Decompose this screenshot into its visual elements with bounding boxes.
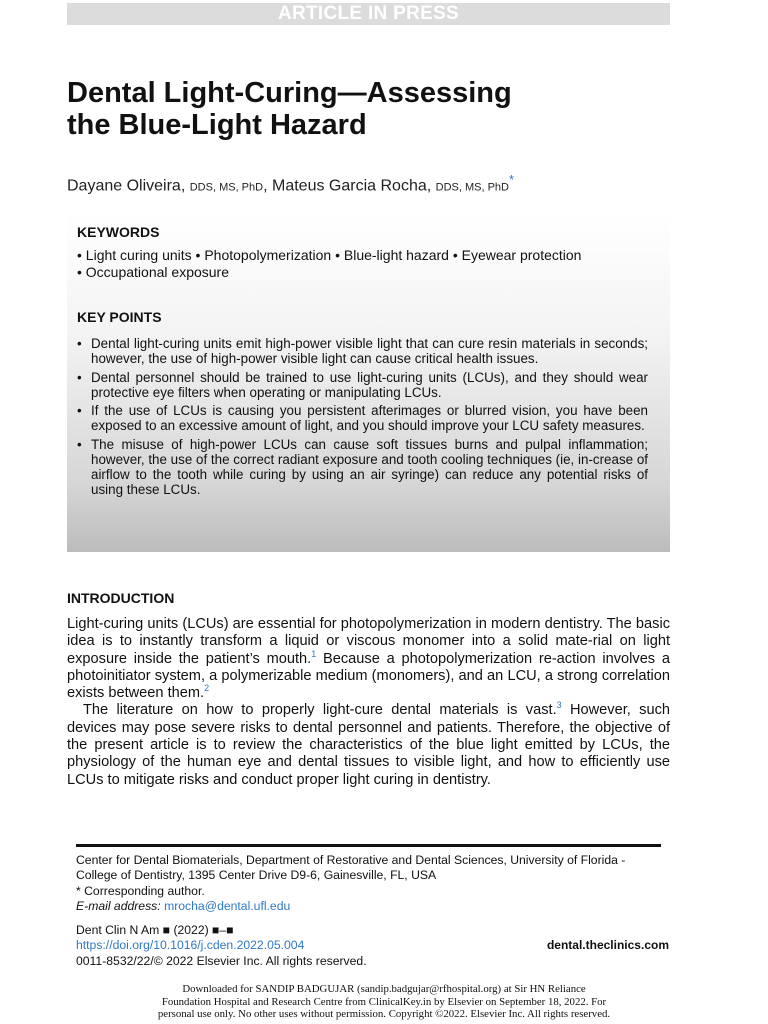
email-link[interactable]: mrocha@dental.ufl.edu bbox=[164, 898, 291, 913]
keyword-bullet: • bbox=[195, 247, 201, 263]
keywords-heading: KEYWORDS bbox=[77, 224, 160, 240]
key-point-item bbox=[77, 336, 648, 366]
key-point-bullet: • bbox=[77, 336, 82, 351]
introduction-body bbox=[67, 616, 670, 789]
download-notice-line-2: Foundation Hospital and Research Centre from ClinicalKey.in by Elsevier on September 18, 2022. For bbox=[161, 995, 607, 1008]
corresponding-author-note: * Corresponding author. bbox=[76, 883, 205, 898]
corresponding-author-mark[interactable]: * bbox=[509, 172, 515, 187]
download-notice-line-3: personal use only. No other uses without permission. Copyright ©2022. Elsevier Inc. All rights reserved. bbox=[157, 1008, 611, 1020]
journal-website-link[interactable]: dental.theclinics.com bbox=[546, 938, 669, 952]
article-title bbox=[67, 77, 670, 141]
keyword-item: • Eyewear protection bbox=[452, 247, 582, 263]
author-name: Dayane Oliveira, bbox=[67, 177, 186, 195]
keyword-item: • Photopolymerization bbox=[195, 247, 332, 263]
footnote-affiliation bbox=[76, 853, 668, 914]
key-point-text: The misuse of high-power LCUs can cause soft tissues burns and pulpal inflammation; however, the use of the correct radiant exposure and tooth cooling techniques (ie, in-crease of airflow to the tooth while curing by using an air syringe) can reduce any potential risks of using these LCUs. bbox=[91, 436, 648, 497]
email-line bbox=[76, 899, 668, 914]
key-point-text: Dental light-curing units emit high-power visible light that can cure resin materials in seconds; however, the use of high-power visible light can cause critical health issues. bbox=[91, 336, 648, 366]
introduction-heading: INTRODUCTION bbox=[67, 590, 175, 606]
reference-link-2[interactable]: 2 bbox=[204, 683, 210, 694]
author-degrees: DDS, MS, PhD bbox=[189, 181, 264, 194]
keyword-bullet: • bbox=[77, 264, 82, 280]
introduction-paragraph-2: The literature on how to properly light-cure dental materials is vast.$^3$ However, such devices may pose severe risks to dental personnel and patients. Therefore, the objective of the present article is to review the characteristics of the blue light emitted by LCUs, the physiology of the human eye and dental tissues to visible light, and how to efficiently use LCUs to mitigate risks and conduct proper light curing in dentistry. bbox=[67, 700, 670, 788]
author-separator: , bbox=[263, 177, 268, 195]
key-point-bullet: • bbox=[77, 403, 82, 418]
key-point-bullet: • bbox=[77, 436, 82, 452]
keywords-key-points-box bbox=[67, 212, 670, 552]
keyword-item: • Light curing units bbox=[77, 247, 192, 263]
key-point-item bbox=[77, 403, 648, 433]
copyright-line: 0011-8532/22/© 2022 Elsevier Inc. All rights reserved. bbox=[76, 953, 367, 968]
key-point-item bbox=[77, 437, 648, 497]
key-point-text: Dental personnel should be trained to use light-curing units (LCUs), and they should wear protective eye filters when operating or manipulating LCUs. bbox=[91, 369, 648, 400]
affiliation-text: Center for Dental Biomaterials, Department of Restorative and Dental Sciences, University of Florida - College of Dentistry, 1395 Center Drive D9-6, Gainesville, FL, USA bbox=[76, 853, 626, 883]
download-notice bbox=[100, 983, 668, 1021]
footnote-divider bbox=[76, 844, 661, 847]
keyword-item: • Occupational exposure bbox=[77, 264, 229, 280]
author-degrees: DDS, MS, PhD bbox=[435, 181, 509, 194]
reference-link-1[interactable]: 1 bbox=[311, 648, 317, 659]
author-name: Mateus Garcia Rocha, bbox=[272, 177, 432, 195]
keyword-item: • Blue-light hazard bbox=[335, 247, 449, 263]
doi-link[interactable]: https://doi.org/10.1016/j.cden.2022.05.004 bbox=[76, 938, 305, 953]
download-notice-line-1: Downloaded for SANDIP BADGUJAR (sandip.badgujar@rfhospital.org) at Sir HN Reliance bbox=[182, 983, 586, 995]
introduction-paragraph-1: Light-curing units (LCUs) are essential for photopolymerization in modern dentistry. The basic idea is to instantly transform a liquid or viscous monomer into a solid mate-rial on light exposure inside the patient’s mouth.$^1$ Because a photopolymerization re-action involves a photoinitiator system, a polymerizable medium (monomers), and an LCU, a strong correlation exists between them.$^2$ bbox=[67, 616, 670, 702]
keyword-list bbox=[77, 247, 662, 281]
article-in-press-banner: ARTICLE IN PRESS bbox=[67, 3, 670, 25]
author-list bbox=[67, 172, 670, 195]
key-points-heading: KEY POINTS bbox=[77, 309, 162, 325]
keyword-bullet: • bbox=[335, 247, 340, 263]
keyword-bullet: • bbox=[77, 247, 82, 263]
journal-citation: Dent Clin N Am ■ (2022) ■–■ bbox=[76, 923, 234, 937]
reference-link-3[interactable]: 3 bbox=[556, 700, 562, 711]
key-point-text: If the use of LCUs is causing you persistent afterimages or blurred vision, you have been exposed to an excessive amount of light, and you should improve your LCU safety measures. bbox=[91, 403, 648, 433]
title-line-1: Dental Light-Curing—Assessing bbox=[67, 77, 512, 109]
keyword-bullet: • bbox=[452, 247, 458, 263]
key-points-list bbox=[77, 336, 648, 500]
email-label: E-mail address: bbox=[76, 898, 161, 913]
key-point-item bbox=[77, 370, 648, 400]
title-line-2: the Blue-Light Hazard bbox=[67, 109, 367, 141]
key-point-bullet: • bbox=[77, 369, 82, 385]
